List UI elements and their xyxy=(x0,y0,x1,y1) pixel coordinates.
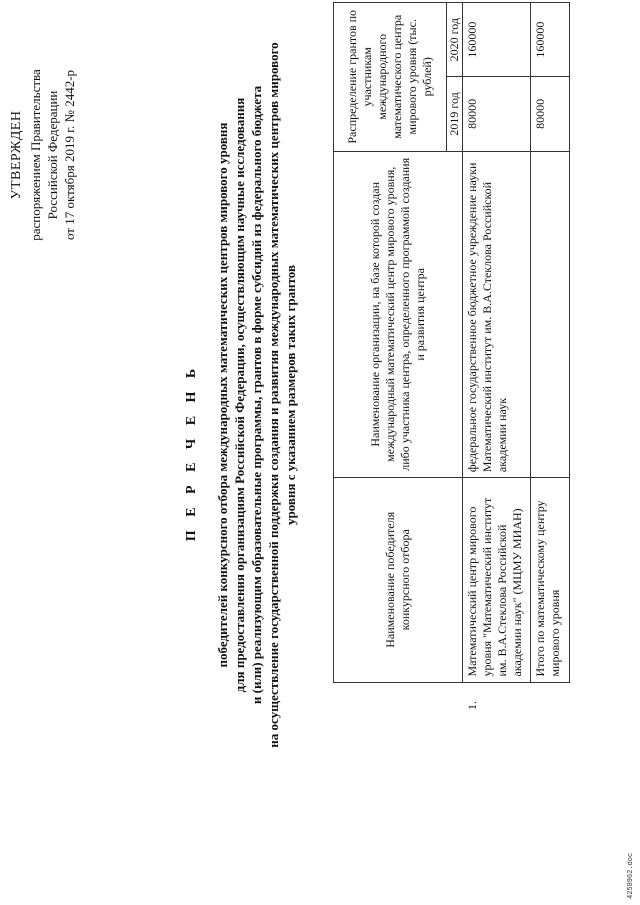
document-subtitle xyxy=(214,35,299,755)
header-num-cell xyxy=(334,682,463,710)
approval-title: УТВЕРЖДЕН xyxy=(9,110,24,200)
row-value-2020: 160000 xyxy=(463,3,531,77)
row-organization: федеральное государственное бюджетное учреждение науки Математический институт им. В.А.Стеклова Российской академии наук xyxy=(463,151,531,478)
header-year-2019: 2019 год xyxy=(447,77,463,151)
subtitle-line: уровня с указанием размеров таких грантов xyxy=(283,265,298,525)
total-num-cell xyxy=(531,682,570,710)
table-row xyxy=(463,3,531,711)
row-winner: Математический центр мирового уровня "Математический институт им. В.А.Стеклова Российской академии наук" (МЦМУ МИАН) xyxy=(463,478,531,682)
document-title: П Е Р Е Ч Е Н Ь xyxy=(184,363,199,542)
subtitle-line: победителей конкурсного отбора международных математических центров мирового уровня xyxy=(215,122,230,668)
table-total-row xyxy=(531,3,570,711)
row-value-2019: 80000 xyxy=(463,77,531,151)
approval-stamp xyxy=(8,25,78,285)
approval-line-4: от 17 октября 2019 г. № 2442-р xyxy=(62,69,77,241)
table-header-row xyxy=(334,3,447,711)
row-number: 1. xyxy=(463,682,531,710)
total-value-2019: 80000 xyxy=(531,77,570,151)
header-year-2020: 2020 год xyxy=(447,3,463,77)
subtitle-line: на осуществление государственной поддержки создания и развития международных математических центров мирового xyxy=(266,42,281,748)
grants-table xyxy=(333,2,570,710)
subtitle-line: для предоставления организациям Российской Федерации, осуществляющим научные исследования xyxy=(232,97,247,693)
total-value-2020: 160000 xyxy=(531,3,570,77)
approval-line-2: распоряжением Правительства xyxy=(28,69,43,241)
document-id: 4258962.doc xyxy=(627,852,635,899)
total-label: Итого по математическому центру мирового уровня xyxy=(531,478,570,682)
total-organization-cell xyxy=(531,151,570,478)
approval-line-3: Российской Федерации xyxy=(45,90,60,220)
subtitle-line: и (или) реализующим образовательные программы, грантов в форме субсидий из федерального бюджета xyxy=(249,85,264,705)
header-distribution: Распределение грантов по участникам международного математического центра мирового уровня (тыс. рублей) xyxy=(334,3,447,152)
header-winner: Наименование победителя конкурсного отбора xyxy=(334,478,463,682)
header-organization: Наименование организации, на базе которой создан международный математический центр мирового уровня, либо участника центра, определенного программой создания и развития центра xyxy=(334,151,463,478)
